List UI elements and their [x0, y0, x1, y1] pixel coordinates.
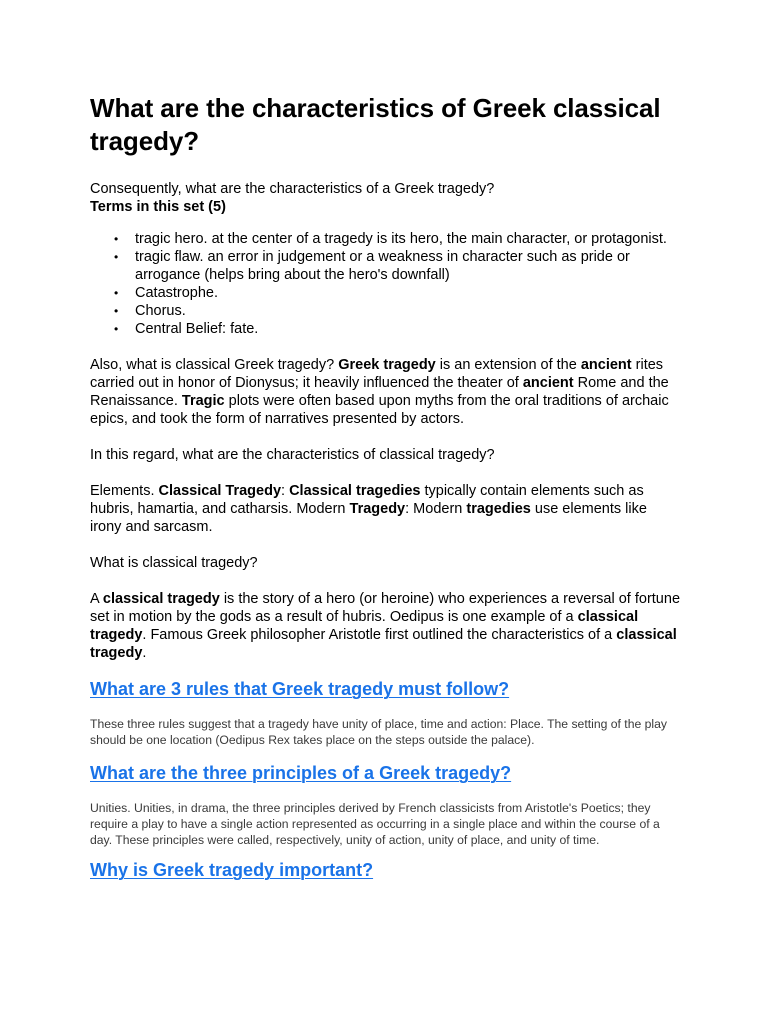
text-run: rites carried out in honor of Dionysus; it heavily influenced the theater of: [90, 357, 664, 391]
bold-run: classical tragedy: [102, 591, 220, 607]
text-run: Also, what is classical Greek tragedy?: [90, 357, 339, 373]
list-item: [114, 302, 682, 320]
paragraph-what: What is classical tragedy?: [90, 555, 258, 571]
faq-question-link[interactable]: Why is Greek tragedy important?: [90, 860, 374, 880]
text-run: is an extension of the: [435, 357, 581, 373]
bold-run: Greek tragedy: [338, 357, 436, 373]
bullet-icon: •: [114, 286, 119, 300]
term-text: tragic hero. at the center of a tragedy is its hero, the main character, or protagonist.: [135, 231, 667, 247]
list-item: [114, 230, 682, 248]
bold-run: Classical Tragedy: [158, 483, 282, 499]
bold-run: Classical tragedies: [289, 483, 421, 499]
bold-run: ancient: [580, 357, 632, 373]
bold-run: ancient: [522, 375, 574, 391]
text-run: . Famous Greek philosopher Aristotle first outlined the characteristics of a: [142, 627, 617, 643]
bold-run: classical tragedy: [90, 609, 639, 643]
text-run: plots were often based upon myths from the oral traditions of archaic epics, and took the form of narratives presented by actors.: [90, 393, 669, 427]
list-item: [114, 284, 682, 302]
bold-run: tragedies: [466, 501, 531, 517]
paragraph-also: [90, 356, 682, 428]
text-run: is the story of a hero (or heroine) who experiences a reversal of fortune set in motion by the gods as a result of hubris. Oedipus is one example of a: [90, 591, 681, 625]
faq-question-link[interactable]: What are 3 rules that Greek tragedy must follow?: [90, 679, 510, 699]
paragraph-regard: In this regard, what are the characteristics of classical tragedy?: [90, 447, 495, 463]
text-run: :: [281, 483, 290, 499]
text-run: A: [90, 591, 103, 607]
text-run: Elements.: [90, 483, 159, 499]
text-run: use elements like irony and sarcasm.: [90, 501, 647, 535]
list-item: [114, 320, 682, 338]
text-run: typically contain elements such as hubris, hamartia, and catharsis. Modern: [90, 483, 644, 517]
bullet-icon: •: [114, 304, 119, 318]
bullet-icon: •: [114, 322, 119, 336]
terms-label: Terms in this set (5): [90, 199, 226, 215]
paragraph-elements: [90, 482, 682, 536]
faq-answer: These three rules suggest that a tragedy have unity of place, time and action: Place. The setting of the play should be one location (Oedipus Rex takes place on the steps outside the palace).: [90, 717, 667, 747]
bold-run: classical tragedy: [90, 627, 677, 661]
text-run: Rome and the Renaissance.: [90, 375, 669, 409]
document-page: [90, 92, 682, 881]
bullet-icon: •: [114, 232, 119, 246]
page-title: What are the characteristics of Greek classical tragedy?: [90, 93, 661, 156]
terms-list: [90, 230, 682, 338]
text-run: .: [142, 645, 147, 661]
term-text: Catastrophe.: [135, 285, 219, 301]
list-item: [114, 248, 682, 284]
faq-question-link[interactable]: What are the three principles of a Greek tragedy?: [90, 763, 512, 783]
intro-question: Consequently, what are the characteristics of a Greek tragedy?: [90, 181, 495, 197]
term-text: Central Belief: fate.: [135, 321, 259, 337]
faq-answer: Unities. Unities, in drama, the three principles derived by French classicists from Aristotle's Poetics; they require a play to have a single action represented as occurring in a single place and within the course of a day. These principles were called, respectively, unity of action, unity of place, and unity of time.: [90, 801, 660, 847]
bullet-icon: •: [114, 250, 119, 264]
paragraph-classical: [90, 590, 682, 662]
bold-run: Tragic: [181, 393, 225, 409]
bold-run: Tragedy: [349, 501, 406, 517]
term-text: tragic flaw. an error in judgement or a weakness in character such as pride or arrogance (helps bring about the hero's downfall): [135, 249, 630, 283]
term-text: Chorus.: [135, 303, 186, 319]
text-run: : Modern: [405, 501, 467, 517]
